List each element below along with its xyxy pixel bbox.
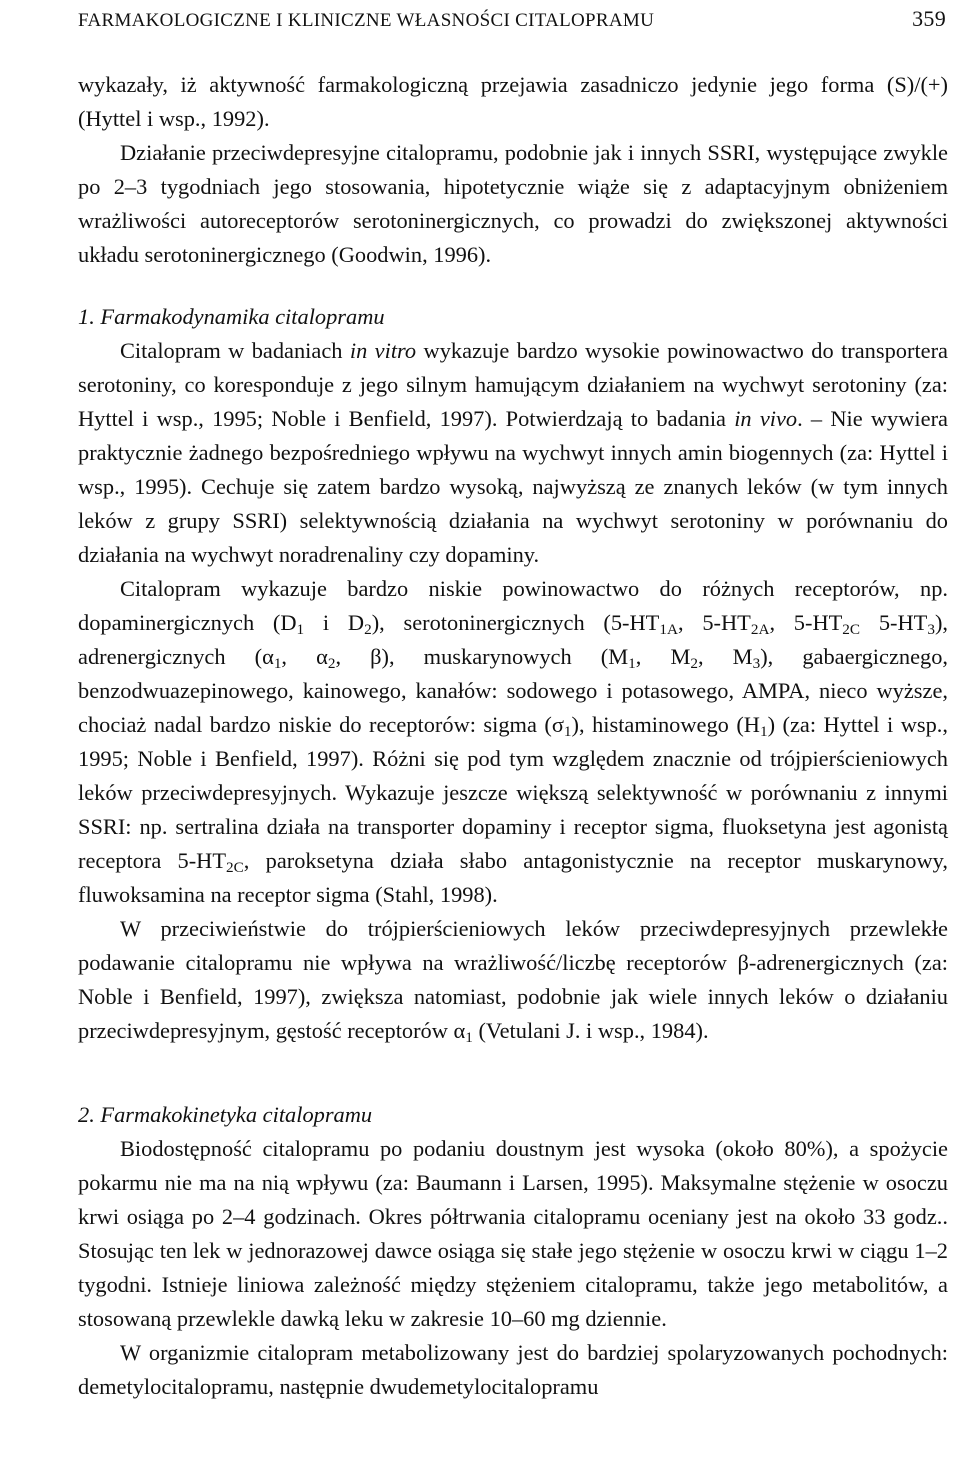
- running-header: [78, 0, 948, 36]
- text-run: i D: [304, 610, 365, 635]
- subscript: 1: [296, 620, 305, 638]
- intro-paragraph-1: wykazały, iż aktywność farmakologiczną przejawia zasadniczo jedynie jego forma (S)/(+) (Hyttel i wsp., 1992).: [78, 72, 948, 131]
- subscript: 2A: [750, 620, 770, 638]
- section-2-title: 2. Farmakokinetyka citalopramu: [78, 1102, 373, 1127]
- text-run: , 5-HT: [677, 610, 751, 635]
- text-run: Citalopram w badaniach: [120, 338, 350, 363]
- subscript: 2: [364, 620, 372, 638]
- text-run: W przeciwieństwie do trójpierścieniowych leków przeciwdepresyjnych przewlekłe podawanie citalopramu nie wpływa na wrażliwość/liczbę receptorów β-adrenergicznych (za: Noble i Benfield, 1997), zwiększa natomiast, podobnie jak wiele innych leków o działaniu przeciwdepresyjnym, gęstość receptorów α: [78, 916, 948, 1043]
- document-body: [78, 68, 948, 1404]
- subscript: 1: [465, 1028, 473, 1046]
- section-2-paragraph-1: Biodostępność citalopramu po podaniu doustnym jest wysoka (około 80%), a spożycie pokarmu nie ma na nią wpływu (za: Baumann i Larsen, 1995). Maksymalne stężenie w osoczu krwi osiąga po 2–4 godzinach. Okres półtrwania citalopramu oceniany jest na około 33 godz.. Stosując ten lek w jednorazowej dawce osiąga się stałe jego stężenie w osoczu krwi w ciągu 1–2 tygodni. Istnieje liniowa zależność między stężeniem citalopramu, także jego metabolitów, a stosowaną przewlekle dawką leku w zakresie 10–60 mg dziennie.: [78, 1136, 948, 1331]
- italic-term: in vitro: [349, 338, 417, 363]
- text-run: ), gabaergicznego, benzodwuazepinowego, kainowego, kanałów: sodowego i potasowego, AMPA, nieco wyższe, chociaż nadal bardzo niskie do receptorów: sigma (σ: [78, 644, 949, 737]
- text-run: , paroksetyna działa słabo antagonistycznie na receptor muskarynowy, fluwoksamina na receptor sigma (Stahl, 1998).: [78, 848, 948, 907]
- text-run: , M: [697, 644, 753, 669]
- subscript: 2: [690, 654, 698, 672]
- subscript: 1A: [659, 620, 678, 638]
- section-2-paragraph-2: W organizmie citalopram metabolizowany jest do bardziej spolaryzowanych pochodnych: demetylocitalopramu, następnie dwudemetylocitalopramu: [78, 1340, 948, 1399]
- text-run: ), serotoninergicznych (5-HT: [371, 610, 660, 635]
- subscript: 2: [327, 654, 336, 672]
- text-run: (Vetulani J. i wsp., 1984).: [472, 1018, 709, 1043]
- text-run: wykazuje bardzo wysokie powinowactwo do transportera serotoniny, co koresponduje z jego silnym hamującym działaniem na wychwyt serotoniny (za: Hyttel i wsp., 1995; Noble i Benfield, 1997). Potwierdzają to badania: [78, 338, 948, 431]
- subscript: 1: [628, 654, 636, 672]
- section-1-paragraph-2: [78, 572, 948, 912]
- subscript: 2C: [842, 620, 861, 638]
- subscript: 3: [927, 620, 935, 638]
- subscript: 3: [752, 654, 761, 672]
- section-1-title: 1. Farmakodynamika citalopramu: [78, 304, 385, 329]
- text-run: ), adrenergicznych (α: [78, 610, 948, 669]
- text-run: , 5-HT: [769, 610, 843, 635]
- text-run: Citalopram wykazuje bardzo niskie powinowactwo do różnych receptorów, np. dopaminergicznych (D: [78, 576, 948, 635]
- text-run: 5-HT: [860, 610, 928, 635]
- section-1-paragraph-3: [78, 912, 948, 1048]
- section-1-paragraph-1: [78, 334, 948, 572]
- italic-term: in vivo: [734, 406, 798, 431]
- subscript: 1: [563, 722, 572, 740]
- text-run: . – Nie wywiera praktycznie żadnego bezpośredniego wpływu na wychwyt innych amin biogennych (za: Hyttel i wsp., 1995). Cechuje się zatem bardzo wysoką, najwyższą ze znanych leków (w tym innych leków z grupy SSRI) selektywnością działania na wychwyt serotoniny w porównaniu do działania na wychwyt noradrenaliny czy dopaminy.: [78, 406, 948, 567]
- subscript: 1: [759, 722, 768, 740]
- text-run: , β), muskarynowych (M: [335, 644, 629, 669]
- subscript: 1: [273, 654, 282, 672]
- text-run: , M: [635, 644, 691, 669]
- page-number: 359: [912, 6, 946, 31]
- running-title: FARMAKOLOGICZNE I KLINICZNE WŁASNOŚCI CITALOPRAMU: [78, 10, 655, 31]
- text-run: ) (za: Hyttel i wsp., 1995; Noble i Benfield, 1997). Różni się pod tym względem znacznie od trójpierścieniowych leków przeciwdepresyjnych. Wykazuje jeszcze większą selektywność w porównaniu z innymi SSRI: np. sertralina działa na transporter dopaminy i receptor sigma, fluoksetyna jest agonistą receptora 5-HT: [78, 712, 948, 873]
- text-run: , α: [281, 644, 328, 669]
- subscript: 2C: [226, 858, 244, 876]
- intro-paragraph-2: Działanie przeciwdepresyjne citalopramu, podobnie jak i innych SSRI, występujące zwykle po 2–3 tygodniach jego stosowania, hipotetycznie wiąże się z adaptacyjnym obniżeniem wrażliwości autoreceptorów serotoninergicznych, co prowadzi do zwiększonej aktywności układu serotoninergicznego (Goodwin, 1996).: [78, 140, 948, 267]
- text-run: ), histaminowego (H: [571, 712, 760, 737]
